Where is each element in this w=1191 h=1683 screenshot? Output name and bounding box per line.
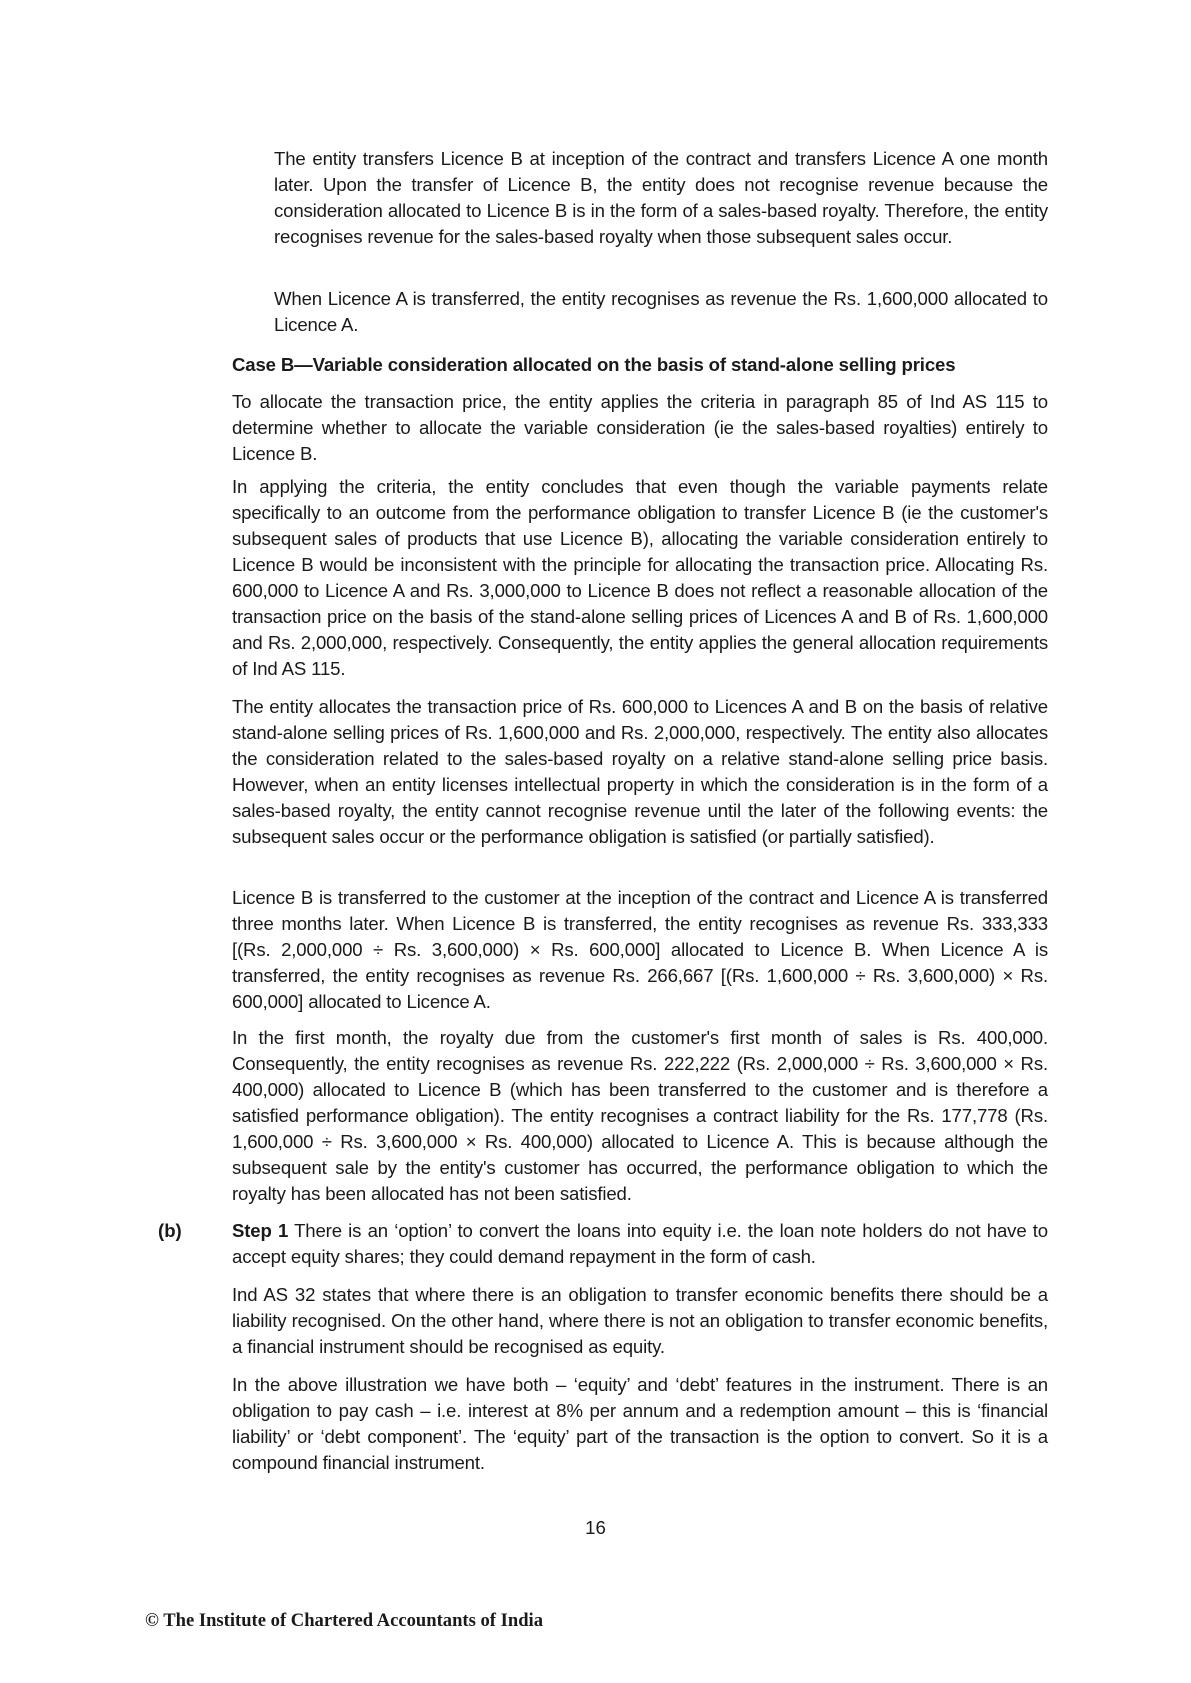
paragraph-first-month-royalty: In the first month, the royalty due from the customer's first month of sales is Rs. 400,000. Consequently, the entity recognises as revenue Rs. 222,222 (Rs. 2,000,000 ÷ Rs. 3,600,000 × Rs. 400,000) allocated to Licence B (which has been transferred to the customer and is therefore a satisfied performance obligation). The entity recognises a contract liability for the Rs. 177,778 (Rs. 1,600,000 ÷ Rs. 3,600,000 × Rs. 400,000) allocated to Licence A. This is because although the subsequent sale by the entity's customer has occurred, the performance obligation to which the royalty has been allocated has not been satisfied. <box>232 1027 1048 1204</box>
paragraph-step-1 <box>232 1218 1048 1270</box>
footer-copyright: © The Institute of Chartered Accountants of India <box>145 1610 544 1631</box>
paragraph-compound-instrument: In the above illustration we have both – ‘equity’ and ‘debt’ features in the instrument. There is an obligation to pay cash – i.e. interest at 8% per annum and a redemption amount – this is ‘financial liability’ or ‘debt component’. The ‘equity’ part of the transaction is the option to convert. So it is a compound financial instrument. <box>232 1374 1048 1473</box>
case-b-heading: Case B—Variable consideration allocated on the basis of stand-alone selling prices <box>232 354 956 375</box>
paragraph-ind-as-32: Ind AS 32 states that where there is an obligation to transfer economic benefits there should be a liability recognised. On the other hand, where there is not an obligation to transfer economic benefits, a financial instrument should be recognised as equity. <box>232 1284 1048 1357</box>
paragraph-licence-a-revenue: When Licence A is transferred, the entity recognises as revenue the Rs. 1,600,000 allocated to Licence A. <box>274 288 1048 335</box>
paragraph-transaction-price-allocation: The entity allocates the transaction price of Rs. 600,000 to Licences A and B on the basis of relative stand-alone selling prices of Rs. 1,600,000 and Rs. 2,000,000, respectively. The entity also allocates the consideration related to the sales-based royalty on a relative stand-alone selling price basis. However, when an entity licenses intellectual property in which the consideration is in the form of a sales-based royalty, the entity cannot recognise revenue until the later of the following events: the subsequent sales occur or the performance obligation is satisfied (or partially satisfied). <box>232 696 1048 847</box>
page-number: 16 <box>585 1517 606 1538</box>
paragraph-licence-b-transfer: The entity transfers Licence B at inception of the contract and transfers Licence A one month later. Upon the transfer of Licence B, the entity does not recognise revenue because the consideration allocated to Licence B is in the form of a sales-based royalty. Therefore, the entity recognises revenue for the sales-based royalty when those subsequent sales occur. <box>274 148 1048 247</box>
step-1-text: There is an ‘option’ to convert the loans into equity i.e. the loan note holders do not have to accept equity shares; they could demand repayment in the form of cash. <box>232 1220 1048 1267</box>
paragraph-allocation-criteria: To allocate the transaction price, the entity applies the criteria in paragraph 85 of Ind AS 115 to determine whether to allocate the variable consideration (ie the sales-based royalties) entirely to Licence B. <box>232 391 1048 464</box>
paragraph-applying-criteria: In applying the criteria, the entity concludes that even though the variable payments relate specifically to an outcome from the performance obligation to transfer Licence B (ie the customer's subsequent sales of products that use Licence B), allocating the variable consideration entirely to Licence B would be inconsistent with the principle for allocating the transaction price. Allocating Rs. 600,000 to Licence A and Rs. 3,000,000 to Licence B does not reflect a reasonable allocation of the transaction price on the basis of the stand-alone selling prices of Licences A and B of Rs. 1,600,000 and Rs. 2,000,000, respectively. Consequently, the entity applies the general allocation requirements of Ind AS 115. <box>232 476 1048 679</box>
paragraph-licence-transfers: Licence B is transferred to the customer at the inception of the contract and Licence A is transferred three months later. When Licence B is transferred, the entity recognises as revenue Rs. 333,333 [(Rs. 2,000,000 ÷ Rs. 3,600,000) × Rs. 600,000] allocated to Licence B. When Licence A is transferred, the entity recognises as revenue Rs. 266,667 [(Rs. 1,600,000 ÷ Rs. 3,600,000) × Rs. 600,000] allocated to Licence A. <box>232 887 1048 1012</box>
step-1-label: Step 1 <box>232 1220 289 1241</box>
part-b-label: (b) <box>158 1220 182 1241</box>
